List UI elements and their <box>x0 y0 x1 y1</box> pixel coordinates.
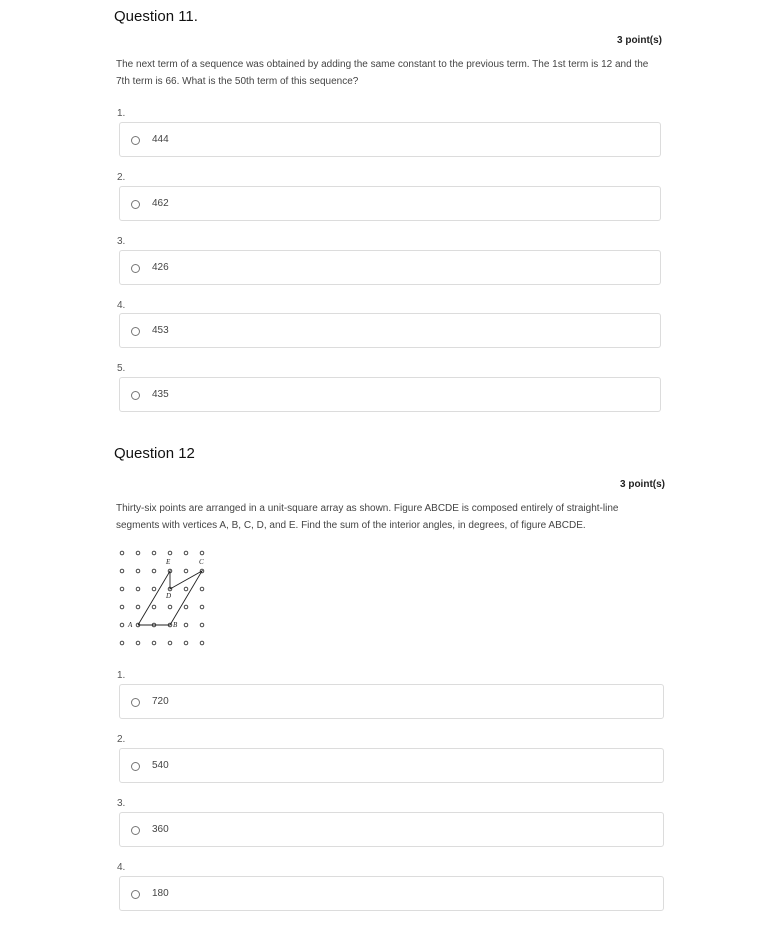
option-label: 435 <box>152 389 169 400</box>
option-number: 4. <box>117 300 126 311</box>
option-number: 4. <box>117 862 126 873</box>
option-label: 360 <box>152 824 169 835</box>
q11-option-3[interactable] <box>119 250 661 285</box>
radio-icon[interactable] <box>131 698 140 707</box>
radio-icon[interactable] <box>131 826 140 835</box>
option-label: 444 <box>152 134 169 145</box>
question-11-text-line1: The next term of a sequence was obtained by adding the same constant to the previous term. The 1st term is 12 and the <box>116 59 649 70</box>
radio-icon[interactable] <box>131 391 140 400</box>
vertex-label-d: D <box>166 592 172 600</box>
radio-icon[interactable] <box>131 890 140 899</box>
radio-icon[interactable] <box>131 200 140 209</box>
option-label: 426 <box>152 262 169 273</box>
option-number: 2. <box>117 734 126 745</box>
question-12-text-line1: Thirty-six points are arranged in a unit-square array as shown. Figure ABCDE is composed entirely of straight-line <box>116 503 619 514</box>
radio-icon[interactable] <box>131 327 140 336</box>
point-array-figure <box>114 543 214 647</box>
option-number: 3. <box>117 236 126 247</box>
question-12-title: Question 12 <box>114 445 195 462</box>
question-11-text-line2: 7th term is 66. What is the 50th term of this sequence? <box>116 76 359 87</box>
radio-icon[interactable] <box>131 762 140 771</box>
question-12-points: 3 point(s) <box>620 479 665 490</box>
option-label: 453 <box>152 325 169 336</box>
question-11-text <box>116 56 676 90</box>
option-number: 3. <box>117 798 126 809</box>
q12-option-3[interactable] <box>119 812 664 847</box>
q11-option-5[interactable] <box>119 377 661 412</box>
option-number: 2. <box>117 172 126 183</box>
question-11-title: Question 11. <box>114 8 198 25</box>
option-number: 1. <box>117 108 126 119</box>
vertex-label-a: A <box>128 621 133 629</box>
q11-option-4[interactable] <box>119 313 661 348</box>
q11-option-2[interactable] <box>119 186 661 221</box>
option-number: 1. <box>117 670 126 681</box>
q11-option-1[interactable] <box>119 122 661 157</box>
option-number: 5. <box>117 363 126 374</box>
radio-icon[interactable] <box>131 136 140 145</box>
vertex-label-e: E <box>166 558 171 566</box>
option-label: 540 <box>152 760 169 771</box>
question-11-points: 3 point(s) <box>617 35 662 46</box>
grid-points <box>120 551 204 645</box>
option-label: 720 <box>152 696 169 707</box>
option-label: 462 <box>152 198 169 209</box>
question-12-text-line2: segments with vertices A, B, C, D, and E. Find the sum of the interior angles, in degrees, of figure ABCDE. <box>116 520 586 531</box>
question-12-text <box>116 500 676 534</box>
option-label: 180 <box>152 888 169 899</box>
q12-option-2[interactable] <box>119 748 664 783</box>
q12-option-1[interactable] <box>119 684 664 719</box>
vertex-label-b: B <box>173 621 178 629</box>
q12-option-4[interactable] <box>119 876 664 911</box>
vertex-label-c: C <box>199 558 204 566</box>
radio-icon[interactable] <box>131 264 140 273</box>
